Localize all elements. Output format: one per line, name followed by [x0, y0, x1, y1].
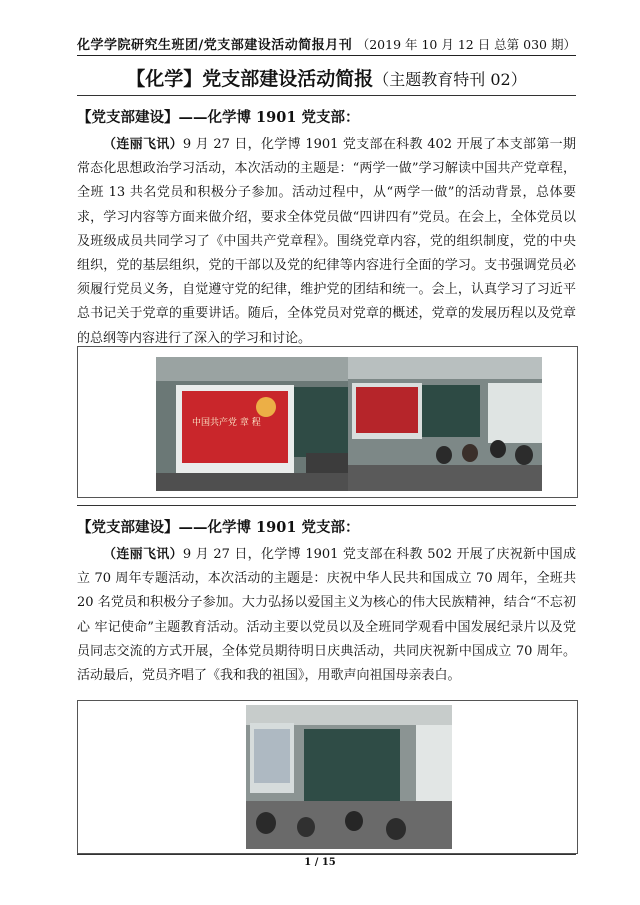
meeting-photo-documentary — [246, 705, 452, 849]
photo-frame — [77, 700, 578, 854]
meeting-photo-projector — [156, 357, 348, 491]
paragraph-lead: （连丽飞讯） — [103, 547, 183, 562]
paragraph-body: 9 月 27 日，化学博 1901 党支部在科教 402 开展了本支部第一期常态化思想政治学习活动，本次活动的主题是：“两学一做”学习解读中国共产党章程，全班 13 共名党员和积极分子参加。活动过程中，从“两学一做”的活动背景，总体要求，学习内容等方面来做介绍，要求全体党员做“四讲四有”党员。在会上，全体党员以及班级成员共同学习了《中国共产党章程》。围绕党章内容，党的组织制度，党的中央组织，党的基层组织，党的干部以及党的纪律等内容进行全面的学习。支书强调党员必须履行党员义务，自觉遵守党的纪律，维护党的团结和统一。会上，认真学习了习近平总书记关于党章的重要讲话。随后，全体党员对党章的概述，党章的发展历程以及党章的总纲等内容进行了深入的学习和讨论。 — [77, 137, 576, 346]
section-paragraph — [77, 543, 576, 688]
projector-screen-text: 中国共产党 章 程 — [192, 418, 261, 428]
header-issue-date: （2019 年 10 月 12 日 总第 030 期） — [356, 37, 576, 52]
section-heading: 【党支部建设】——化学博 1901 党支部： — [77, 109, 360, 126]
paragraph-body: 9 月 27 日，化学博 1901 党支部在科教 502 开展了庆祝新中国成立 70 周年专题活动，本次活动的主题是：庆祝中华人民共和国成立 70 周年，全班共 20 名党员和积极分子参加。大力弘扬以爱国主义为核心的伟大民族精神，结合“不忘初心 牢记使命”主题教育活动。活动主要以党员以及全班同学观看中国发展纪录片以及党员同志交流的方式开展，全体党员期待明日庆典活动，共同庆祝新中国成立 70 周年。活动最后，党员齐唱了《我和我的祖国》，用歌声向祖国母亲表白。 — [77, 547, 576, 684]
running-header — [77, 31, 576, 56]
title-divider — [77, 95, 576, 96]
photo-frame — [77, 346, 578, 498]
title-sub: （主题教育特刊 02） — [373, 70, 527, 89]
page-title — [77, 64, 576, 91]
paragraph-lead: （连丽飞讯） — [103, 137, 183, 152]
section-heading: 【党支部建设】——化学博 1901 党支部： — [77, 519, 360, 536]
section-divider — [77, 505, 576, 506]
meeting-photo-classroom — [348, 357, 542, 491]
header-publication-name: 化学学院研究生班团/党支部建设活动简报月刊 — [77, 38, 353, 53]
page-number: 1 / 15 — [304, 857, 336, 868]
footer-divider — [77, 854, 576, 855]
section-paragraph — [77, 133, 576, 351]
title-main: 【化学】党支部建设活动简报 — [126, 68, 374, 90]
